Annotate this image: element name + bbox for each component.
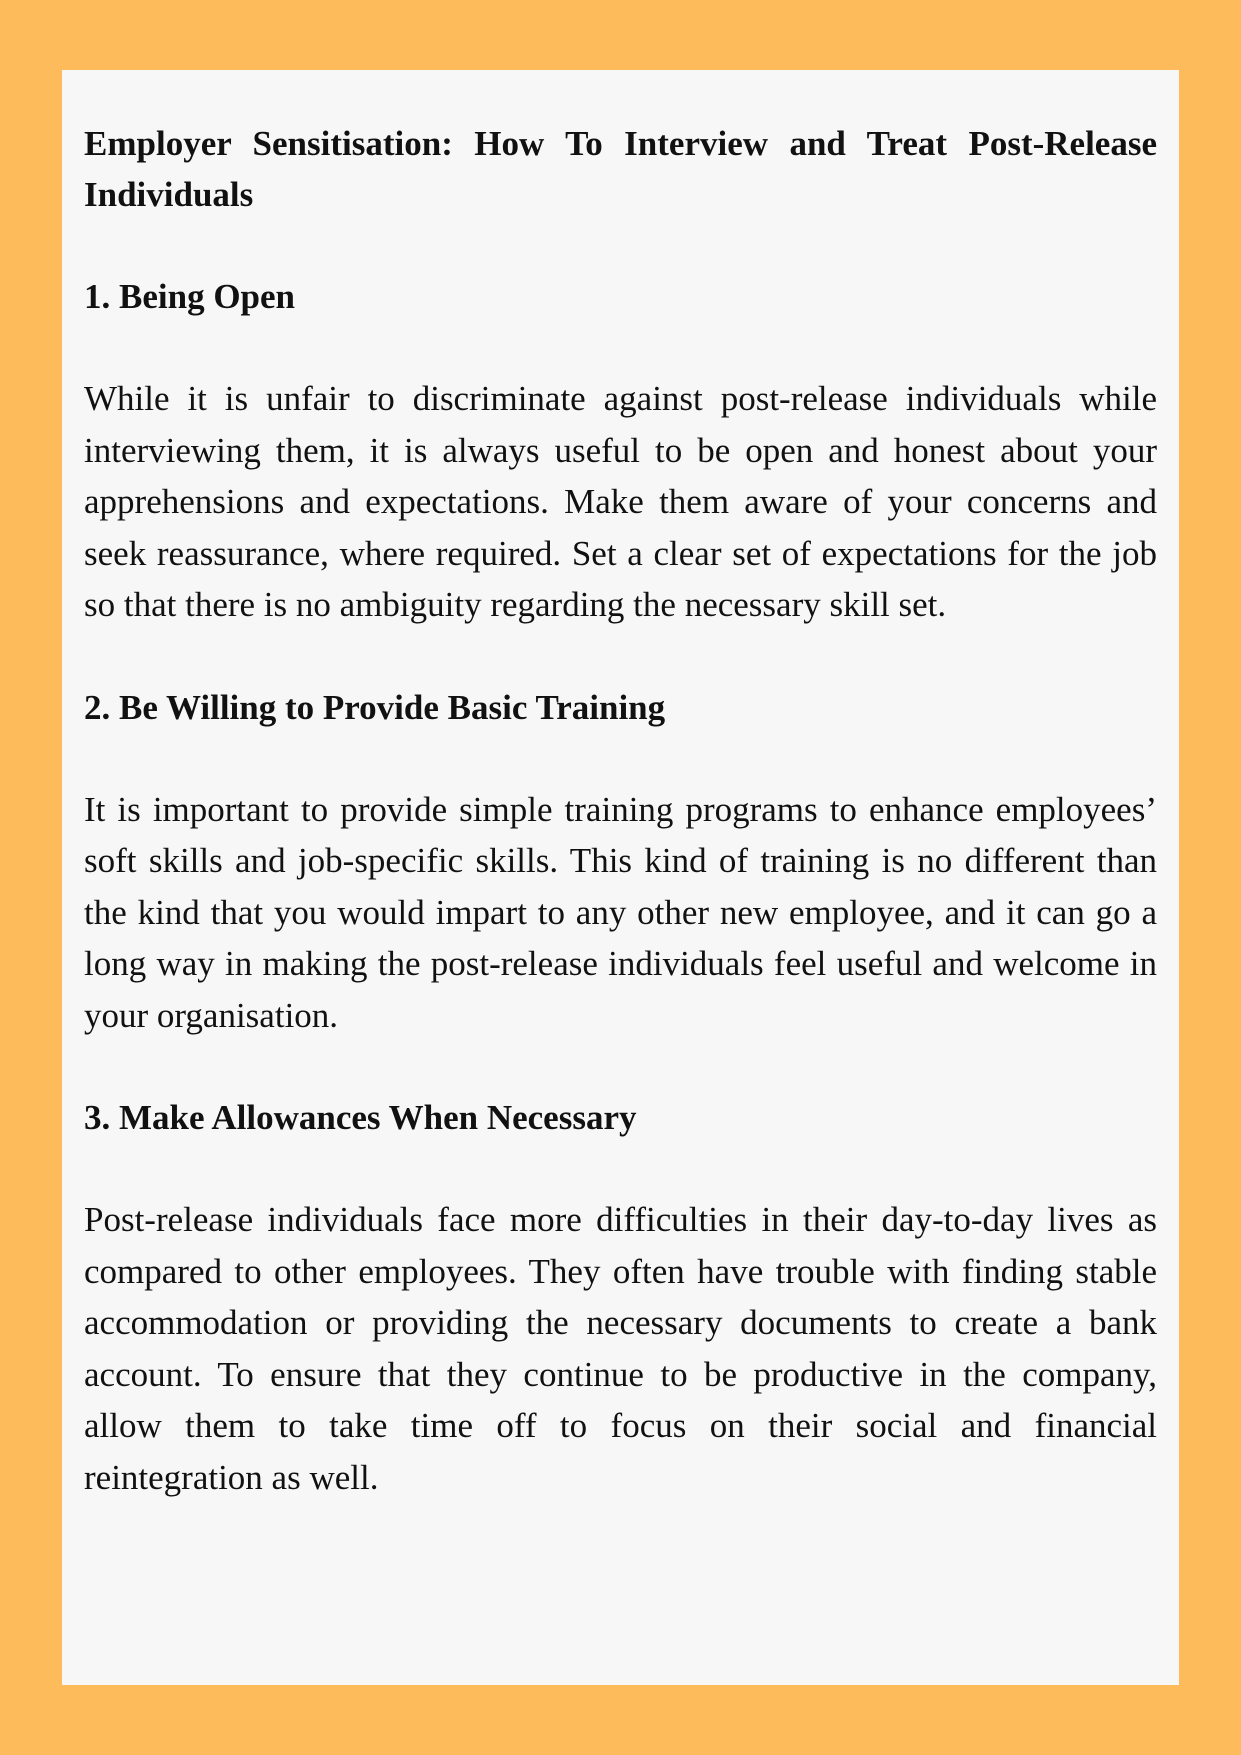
- section-heading-being-open: 1. Being Open: [84, 277, 296, 316]
- section-heading-basic-training: 2. Be Willing to Provide Basic Training: [84, 687, 666, 727]
- document-card: [62, 70, 1179, 1685]
- spacer: [84, 631, 1157, 682]
- spacer: [84, 733, 1157, 784]
- section-body-basic-training: It is important to provide simple training programs to enhance employees’ soft skills and job-specific skills. This kind of training is no different than the kind that you would impart to any other new employee, and it can go a long way in making the post-release individuals feel useful and welcome in your organisation.: [84, 789, 1157, 1035]
- document-title: Employer Sensitisation: How To Interview and Treat Post-Release Individuals: [84, 124, 1157, 214]
- section-body-allowances: Post-release individuals face more difficulties in their day-to-day lives as compared to other employees. They often have trouble with finding stable accommodation or providing the necessary documents to create a bank account. To ensure that they continue to be productive in the company, allow them to take time off to focus on their social and financial reintegration as well.: [84, 1200, 1157, 1497]
- spacer: [84, 1041, 1157, 1092]
- spacer: [84, 1143, 1157, 1194]
- spacer: [84, 220, 1157, 271]
- section-body-being-open: While it is unfair to discriminate against post-release individuals while interviewing them, it is always useful to be open and honest about your apprehensions and expectations. Make them aware of your concerns and seek reassurance, where required. Set a clear set of expectations for the job so that there is no ambiguity regarding the necessary skill set.: [84, 379, 1157, 624]
- section-heading-allowances: 3. Make Allowances When Necessary: [84, 1098, 637, 1137]
- spacer: [84, 322, 1157, 373]
